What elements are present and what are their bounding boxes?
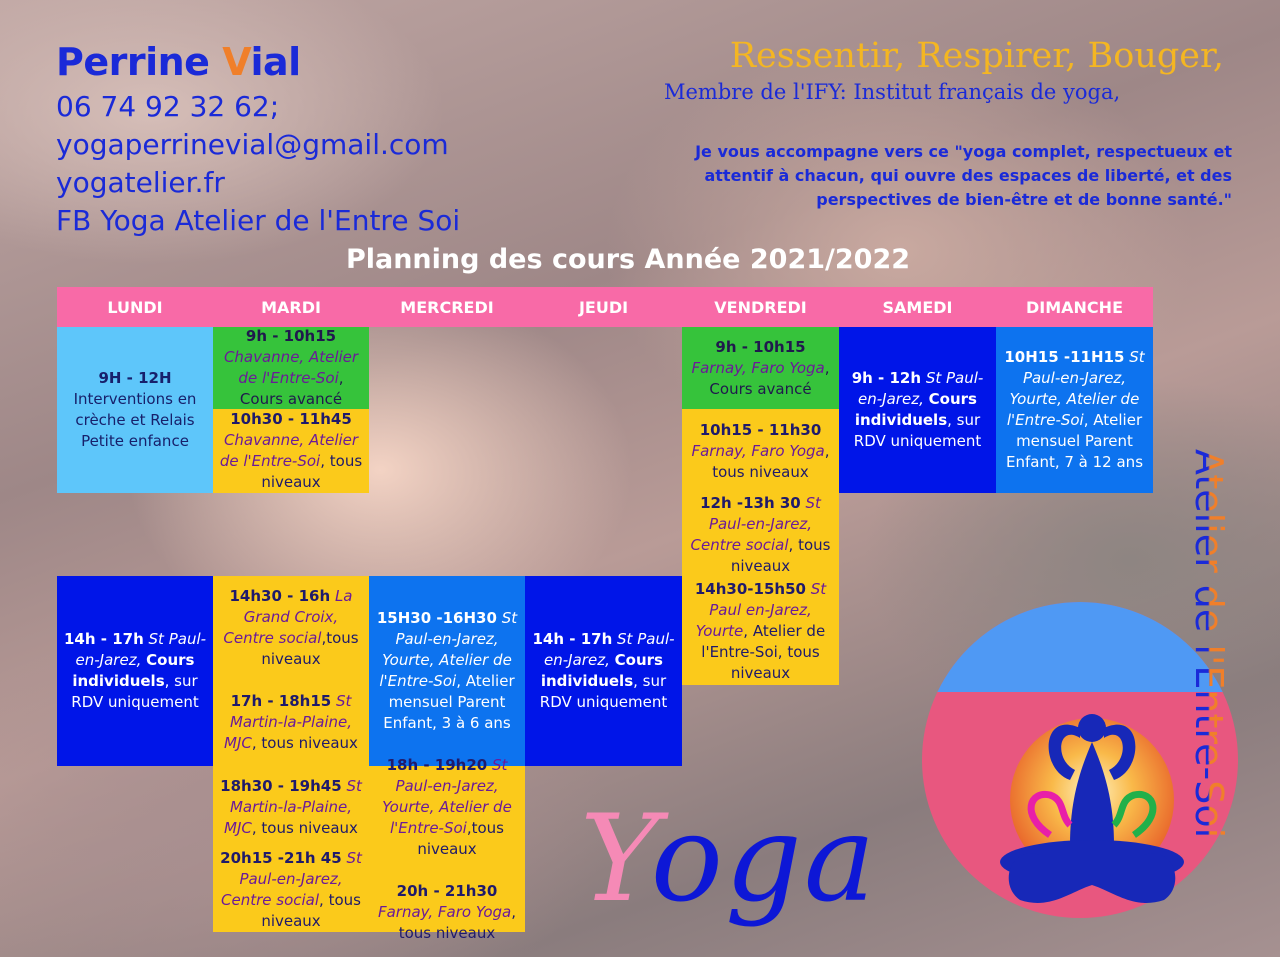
class-desc: , tous niveaux	[261, 452, 363, 491]
class-desc: , tous niveaux	[261, 891, 361, 930]
class-place: St Paul-en-Jarez, Yourte, Atelier de l'Entre-Soi	[382, 755, 512, 837]
contact-email[interactable]: yogaperrinevial@gmail.com	[56, 128, 449, 161]
class-time: 12h -13h 30	[700, 494, 801, 512]
class-desc: , Atelier mensuel Parent Enfant, 7 à 12 ans	[1005, 411, 1144, 471]
class-place: St Paul-en-Jarez, Yourte, Atelier de l'Entre-Soi	[1006, 348, 1145, 429]
class-time: 9h - 12h	[851, 369, 922, 387]
class-desc: , Cours avancé	[709, 358, 830, 398]
planning-title: Planning des cours Année 2021/2022	[345, 244, 911, 275]
day-header-vendredi: VENDREDI	[682, 287, 839, 327]
class-place: Chavanne, Atelier de l'Entre-Soi	[223, 348, 359, 387]
vertical-label-text: Atelier de l'Entre-Soi	[1187, 449, 1231, 839]
class-mardi-6	[213, 848, 369, 932]
class-type: individuels	[72, 672, 165, 690]
class-desc: , Atelier mensuel Parent Enfant, 3 à 6 ans	[383, 672, 515, 732]
class-place: St Paul en-Jarez, Yourte	[695, 579, 827, 640]
class-place: Farnay, Faro Yoga	[691, 358, 825, 377]
class-time: 18h - 19h20	[386, 755, 488, 774]
class-time: 10h30 - 11h45	[230, 410, 352, 428]
class-desc: , tous niveaux	[730, 536, 831, 575]
class-time: 14h30 - 16h	[229, 587, 331, 605]
class-desc: , sur RDV uniquement	[853, 411, 982, 450]
class-jeudi-afternoon	[525, 576, 682, 766]
class-place: St Paul-en-Jarez, Centre social	[221, 849, 362, 909]
class-desc: Interventions en crèche et Relais Petite enfance	[73, 390, 197, 450]
class-dimanche-morning	[996, 327, 1153, 493]
day-header-jeudi: JEUDI	[525, 287, 682, 327]
class-time: 14h - 17h	[532, 630, 613, 648]
class-samedi-morning	[839, 327, 996, 493]
contact-name: Perrine Vial	[56, 40, 301, 84]
contact-website[interactable]: yogatelier.fr	[56, 166, 225, 199]
class-place: Farnay, Faro Yoga	[691, 441, 825, 460]
yoga-wordmark: Yoga	[580, 790, 878, 929]
class-lundi-afternoon	[57, 576, 213, 766]
class-mercredi-2-3	[369, 755, 525, 942]
class-time: 20h - 21h30	[396, 881, 498, 900]
class-time: 17h - 18h15	[230, 692, 332, 710]
class-place: St Paul-en-Jarez, Centre social	[690, 494, 821, 554]
day-header-lundi: LUNDI	[57, 287, 213, 327]
class-time: 9h - 10h15	[715, 337, 806, 356]
day-header-mercredi: MERCREDI	[369, 287, 525, 327]
class-vendredi-3	[682, 493, 839, 577]
class-mardi-3-4	[213, 576, 369, 766]
day-header-mardi: MARDI	[213, 287, 369, 327]
class-time: 14h30-15h50	[694, 579, 806, 598]
contact-phone[interactable]: 06 74 92 32 62;	[56, 90, 280, 123]
class-desc: , Atelier de l'Entre-Soi, tous niveaux	[701, 621, 826, 682]
class-time: 9H - 12H	[98, 369, 172, 387]
day-header-samedi: SAMEDI	[839, 287, 996, 327]
class-time: 14h - 17h	[63, 630, 144, 648]
class-mercredi-1	[369, 576, 525, 766]
class-mardi-2	[213, 409, 369, 493]
class-lundi-morning	[57, 327, 213, 493]
quote-text: Je vous accompagne vers ce "yoga complet, respectueux et attentif à chacun, qui ouvre des espaces de liberté, et des perspectives de bien-être et de bonne santé."	[695, 142, 1232, 209]
membership-text: Membre de l'IFY: Institut français de yoga,	[664, 80, 1121, 104]
class-desc: , tous niveaux	[251, 734, 358, 752]
class-place: La Grand Croix, Centre social	[223, 587, 353, 647]
class-type: Cours individuels	[854, 390, 977, 429]
class-time: 18h30 - 19h45	[220, 776, 342, 795]
class-place: St Paul-en-Jarez,	[544, 630, 675, 669]
class-vendredi-4	[682, 577, 839, 685]
class-desc: ,tous niveaux	[261, 629, 359, 668]
class-mardi-1	[213, 327, 369, 409]
class-time: 10H15 -11H15	[1004, 348, 1125, 366]
class-desc: , sur RDV uniquement	[539, 672, 668, 711]
class-place: St Paul-en-Jarez,	[858, 369, 984, 408]
class-place: Farnay, Faro Yoga	[377, 902, 512, 921]
class-type: Cours	[614, 651, 663, 669]
tagline: Ressentir, Respirer, Bouger,	[729, 36, 1224, 76]
class-vendredi-1	[682, 327, 839, 409]
vertical-atelier-label	[1182, 445, 1242, 895]
class-place: St Paul-en-Jarez, Yourte, Atelier de l'Entre-Soi	[379, 609, 518, 690]
class-mardi-5	[213, 766, 369, 848]
class-desc: , sur RDV uniquement	[71, 672, 199, 711]
class-place: St Paul-en-Jarez,	[75, 630, 207, 669]
contact-facebook[interactable]: FB Yoga Atelier de l'Entre Soi	[56, 204, 461, 237]
class-time: 15H30 -16H30	[376, 609, 497, 627]
class-place: Chavanne, Atelier de l'Entre-Soi	[219, 431, 359, 470]
class-place: St Martin-la-Plaine, MJC	[224, 776, 362, 837]
class-type: Cours	[146, 651, 195, 669]
class-vendredi-2	[682, 409, 839, 493]
class-desc: , tous niveaux	[712, 441, 830, 481]
class-desc: ,tous niveaux	[417, 818, 504, 858]
class-time: 20h15 -21h 45	[220, 849, 342, 867]
class-type: individuels	[540, 672, 634, 690]
class-desc: , tous niveaux	[398, 902, 517, 942]
class-desc: , tous niveaux	[251, 818, 358, 837]
day-header-dimanche: DIMANCHE	[996, 287, 1153, 327]
class-time: 10h15 - 11h30	[699, 420, 822, 439]
class-place: St Martin-la-Plaine, MJC	[224, 692, 353, 752]
class-desc: , Cours avancé	[239, 369, 344, 408]
class-time: 9h - 10h15	[245, 327, 337, 345]
